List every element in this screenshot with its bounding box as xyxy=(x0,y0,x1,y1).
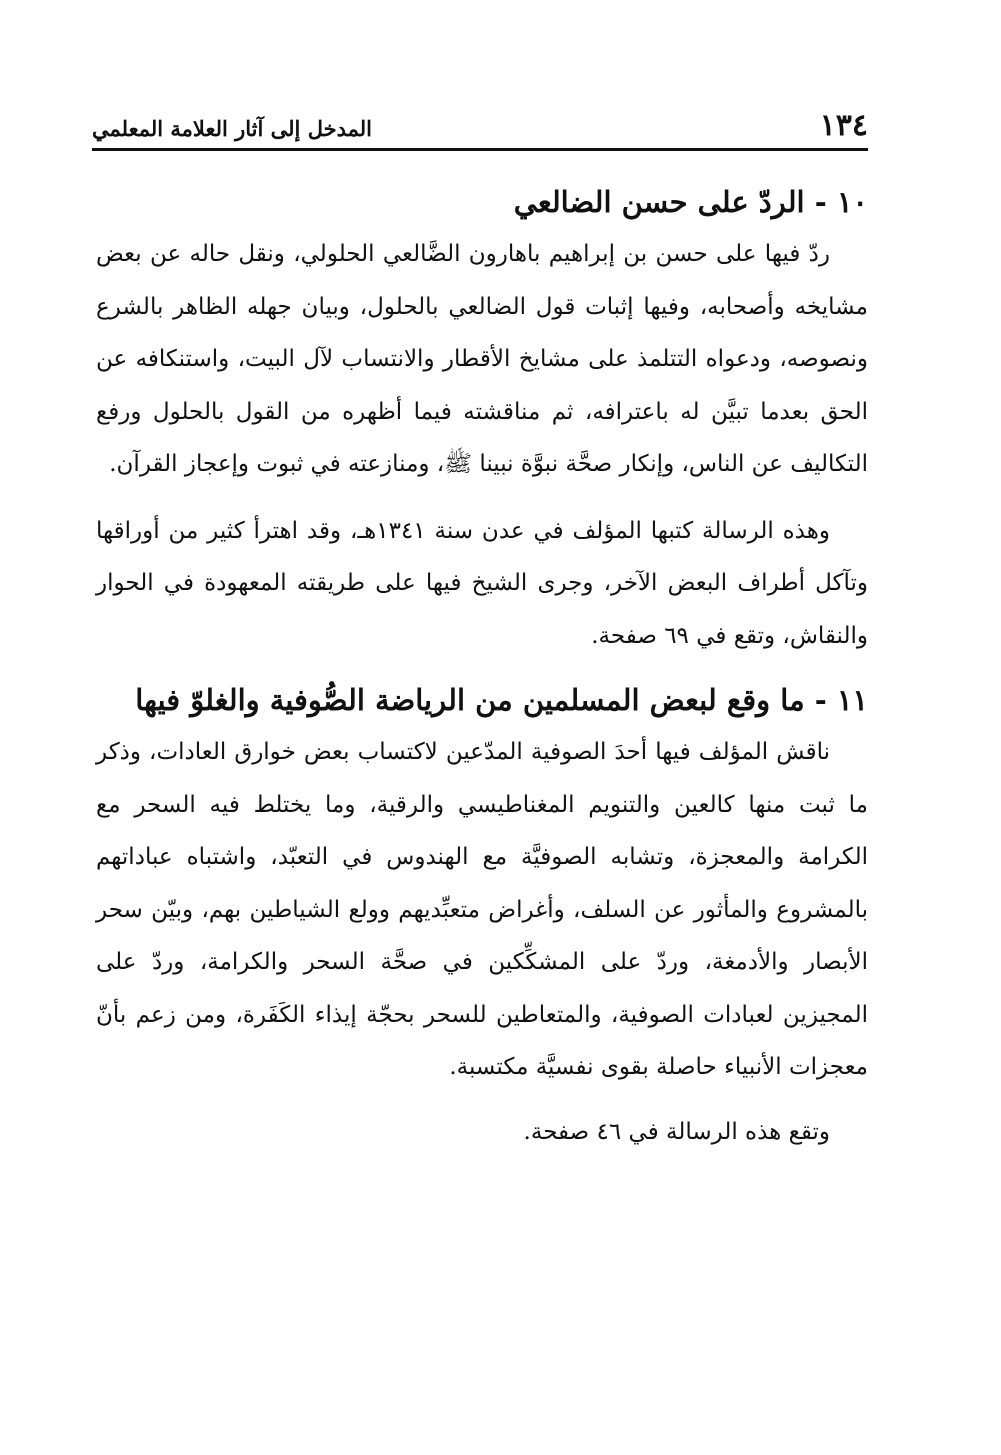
section-10 xyxy=(96,176,868,662)
section-title: ١٠ - الردّ على حسن الضالعي xyxy=(513,185,868,219)
page-header xyxy=(92,108,868,148)
running-title: المدخل إلى آثار العلامة المعلمي xyxy=(92,116,372,141)
section-title: ١١ - ما وقع لبعض المسلمين من الرياضة الصُّوفية والغلوّ فيها xyxy=(135,683,868,717)
page-number: ١٣٤ xyxy=(819,108,868,143)
header-rule xyxy=(92,148,868,151)
page-body xyxy=(96,168,868,1158)
paragraph: وتقع هذه الرسالة في ٤٦ صفحة. xyxy=(523,1118,830,1145)
section-11 xyxy=(96,674,868,1158)
paragraph: وهذه الرسالة كتبها المؤلف في عدن سنة ١٣٤١هـ، وقد اهترأ كثير من أوراقها وتآكل أطراف البعض الآخر، وجرى الشيخ فيها على طريقته المعهودة في الحوار والنقاش، وتقع في ٦٩ صفحة. xyxy=(96,517,868,649)
paragraph: ردّ فيها على حسن بن إبراهيم باهارون الضَّالعي الحلولي، ونقل حاله عن بعض مشايخه وأصحابه، وفيها إثبات قول الضالعي بالحلول، وبيان جهله الظاهر بالشرع ونصوصه، ودعواه التتلمذ على مشايخ الأقطار والانتساب لآل البيت، واستنكافه عن الحق بعدما تبيَّن له باعترافه، ثم مناقشته فيما أظهره من القول بالحلول ورفع التكاليف عن الناس، وإنكار صحَّة نبوَّة نبينا ﷺ، ومنازعته في ثبوت وإعجاز القرآن. xyxy=(96,241,868,477)
paragraph: ناقش المؤلف فيها أحدَ الصوفية المدّعين لاكتساب بعض خوارق العادات، وذكر ما ثبت منها كالعين والتنويم المغناطيسي والرقية، وما يختلط فيه السحر مع الكرامة والمعجزة، وتشابه الصوفيَّة مع الهندوس في التعبّد، واشتباه عباداتهم بالمشروع والمأثور عن السلف، وأغراض متعبِّديهم وولع الشياطين بهم، وبيّن سحر الأبصار والأدمغة، وردّ على المشكِّكين في صحَّة السحر والكرامة، وردّ على المجيزين لعبادات الصوفية، والمتعاطين للسحر بحجّة إيذاء الكَفَرة، ومن زعم بأنّ معجزات الأنبياء حاصلة بقوى نفسيَّة مكتسبة. xyxy=(96,739,868,1080)
